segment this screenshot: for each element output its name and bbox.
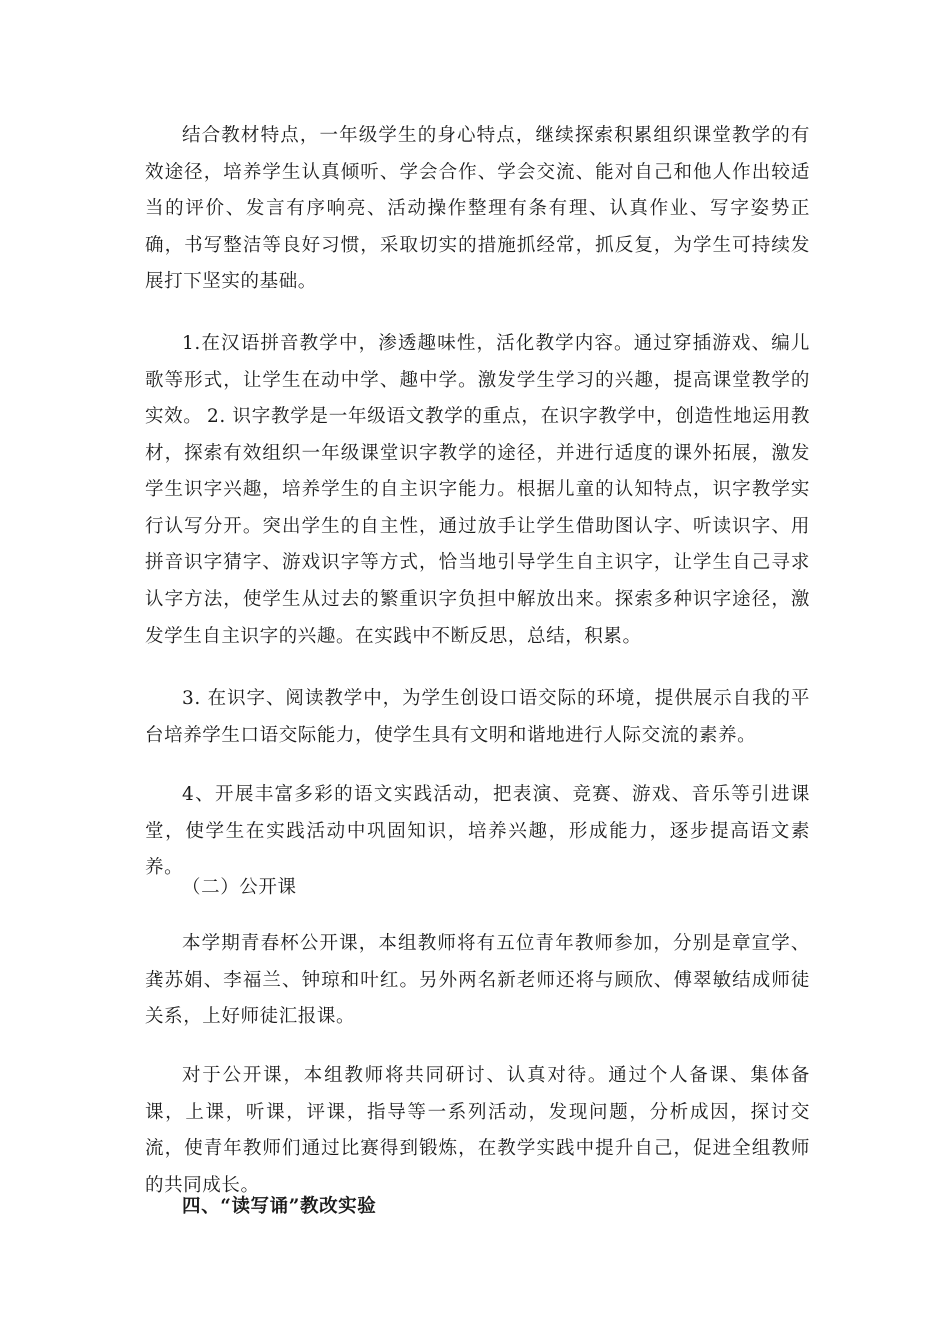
- section-heading: 四、“读写诵”教改实验: [182, 1196, 377, 1217]
- item-4-paragraph: 4、开展丰富多彩的语文实践活动，把表演、竞赛、游戏、音乐等引进课堂，使学生在实践活动中巩固知识，培养兴趣，形成能力，逐步提高语文素养。: [145, 784, 810, 879]
- open-class-paragraph: 本学期青春杯公开课，本组教师将有五位青年教师参加，分别是章宣学、龚苏娟、李福兰、钟琼和叶红。另外两名新老师还将与顾欣、傅翠敏结成师徒关系，上好师徒汇报课。: [145, 933, 810, 1028]
- subsection-title: （二）公开课: [182, 877, 297, 898]
- item-1-paragraph: 1.在汉语拼音教学中，渗透趣味性，活化教学内容。通过穿插游戏、编儿歌等形式，让学生在动中学、趣中学。激发学生学习的兴趣，提高课堂教学的实效。: [145, 333, 810, 428]
- item-2-paragraph: 2. 识字教学是一年级语文教学的重点，在识字教学中，创造性地运用教材，探索有效组织一年级课堂识字教学的途径，并进行适度的课外拓展，激发学生识字兴趣，培养学生的自主识字能力。根据儿童的认知特点，识字教学实行认写分开。突出学生的自主性，通过放手让学生借助图认字、听读识字、用拼音识字猜字、游戏识字等方式，恰当地引导学生自主识字，让学生自己寻求认字方法，使学生从过去的繁重识字负担中解放出来。探索多种识字途径，激发学生自主识字的兴趣。在实践中不断反思，总结，积累。: [145, 406, 810, 647]
- intro-paragraph: 结合教材特点，一年级学生的身心特点，继续探索积累组织课堂教学的有效途径，培养学生认真倾听、学会合作、学会交流、能对自己和他人作出较适当的评价、发言有序响亮、活动操作整理有条有理、认真作业、写字姿势正确，书写整洁等良好习惯，采取切实的措施抓经常，抓反复，为学生可持续发展打下坚实的基础。: [145, 125, 810, 293]
- open-class-plan-paragraph: 对于公开课，本组教师将共同研讨、认真对待。通过个人备课、集体备课，上课，听课，评课，指导等一系列活动，发现问题，分析成因，探讨交流，使青年教师们通过比赛得到锻炼，在教学实践中提升自己，促进全组教师的共同成长。: [145, 1065, 810, 1196]
- item-3-paragraph: 3. 在识字、阅读教学中，为学生创设口语交际的环境，提供展示自我的平台培养学生口语交际能力，使学生具有文明和谐地进行人际交流的素养。: [145, 688, 810, 746]
